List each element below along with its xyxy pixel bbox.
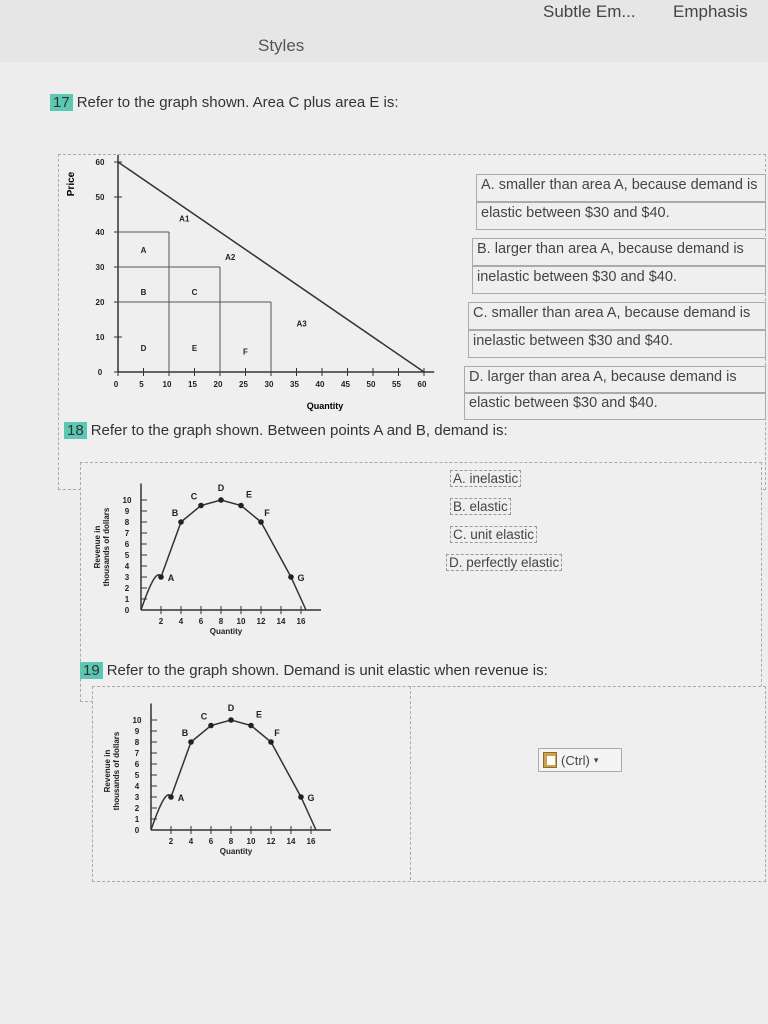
x-tick-label: 2 bbox=[168, 837, 174, 846]
q18-option-b[interactable]: B. elastic bbox=[450, 498, 511, 515]
point-C bbox=[198, 503, 204, 509]
area-label-E: E bbox=[191, 344, 198, 353]
point-A bbox=[158, 574, 164, 580]
chart-ylabel-line2: thousands of dollars bbox=[112, 731, 121, 811]
x-tick-label: 4 bbox=[188, 837, 194, 846]
question-text: Refer to the graph shown. Demand is unit elastic when revenue is: bbox=[106, 662, 548, 679]
y-tick-label: 6 bbox=[134, 760, 140, 769]
question-18 bbox=[64, 422, 508, 439]
x-tick-label: 5 bbox=[139, 380, 144, 389]
y-tick-label: 5 bbox=[124, 551, 130, 560]
revenue-curve bbox=[141, 500, 306, 610]
y-tick-label: 2 bbox=[124, 584, 130, 593]
question-17 bbox=[50, 94, 399, 111]
point-label-D: D bbox=[217, 483, 225, 493]
chart-ylabel: Price bbox=[66, 171, 77, 197]
y-tick-label: 6 bbox=[124, 540, 130, 549]
y-tick-label: 3 bbox=[134, 793, 140, 802]
question-number: 18 bbox=[64, 422, 87, 439]
area-label-A2: A2 bbox=[225, 253, 236, 262]
x-tick-label: 10 bbox=[236, 617, 246, 626]
x-tick-label: 8 bbox=[218, 617, 224, 626]
q17-price-chart bbox=[60, 154, 440, 424]
y-tick-label: 40 bbox=[95, 228, 105, 237]
question-text: Refer to the graph shown. Between points A and B, demand is: bbox=[90, 422, 508, 439]
ribbon bbox=[0, 0, 768, 63]
x-tick-label: 0 bbox=[113, 380, 119, 389]
x-tick-label: 35 bbox=[290, 380, 299, 389]
document-page bbox=[0, 62, 768, 1024]
y-tick-label: 0 bbox=[97, 368, 103, 377]
area-label-D: D bbox=[140, 344, 147, 353]
point-F bbox=[258, 519, 264, 525]
point-label-E: E bbox=[255, 709, 263, 720]
q18-option-c[interactable]: C. unit elastic bbox=[450, 526, 537, 543]
point-label-E: E bbox=[245, 489, 253, 500]
area-label-C: C bbox=[191, 288, 198, 297]
question-number: 19 bbox=[80, 662, 103, 679]
y-tick-label: 1 bbox=[124, 595, 130, 604]
y-tick-label: 9 bbox=[134, 727, 140, 736]
x-tick-label: 30 bbox=[264, 380, 274, 389]
q17-option-b-line2: inelastic between $30 and $40. bbox=[472, 266, 766, 294]
point-E bbox=[248, 723, 254, 729]
x-tick-label: 12 bbox=[266, 837, 276, 846]
y-tick-label: 7 bbox=[124, 529, 130, 538]
q18-revenue-chart bbox=[86, 462, 336, 652]
x-tick-label: 50 bbox=[366, 380, 376, 389]
style-subtle-emphasis[interactable]: Subtle Em... bbox=[543, 2, 636, 21]
x-tick-label: 20 bbox=[213, 380, 223, 389]
point-D bbox=[218, 497, 224, 503]
paste-options-button[interactable] bbox=[538, 748, 622, 772]
point-label-F: F bbox=[264, 508, 270, 518]
styles-group-label: Styles bbox=[258, 36, 305, 55]
point-E bbox=[238, 503, 244, 509]
x-tick-label: 25 bbox=[239, 380, 248, 389]
x-tick-label: 16 bbox=[296, 617, 306, 626]
q17-option-c-line1[interactable]: C. smaller than area A, because demand is bbox=[468, 302, 766, 330]
x-tick-label: 15 bbox=[188, 380, 197, 389]
point-label-B: B bbox=[181, 728, 189, 738]
x-tick-label: 45 bbox=[341, 380, 350, 389]
q18-option-d[interactable]: D. perfectly elastic bbox=[446, 554, 562, 571]
chart-plot-area bbox=[96, 155, 435, 389]
question-text: Refer to the graph shown. Area C plus area E is: bbox=[76, 94, 399, 111]
area-label-F: F bbox=[243, 347, 248, 357]
point-B bbox=[188, 739, 194, 745]
point-A bbox=[168, 794, 174, 800]
y-tick-label: 2 bbox=[134, 804, 140, 813]
chart-ylabel-line2: thousands of dollars bbox=[102, 507, 111, 587]
point-label-C: C bbox=[190, 491, 198, 502]
x-tick-label: 55 bbox=[392, 380, 401, 389]
x-tick-label: 2 bbox=[158, 617, 164, 626]
x-tick-label: 10 bbox=[246, 837, 256, 846]
y-tick-label: 5 bbox=[134, 771, 140, 780]
y-tick-label: 10 bbox=[122, 496, 132, 505]
point-G bbox=[298, 794, 304, 800]
question-number: 17 bbox=[50, 94, 73, 111]
style-emphasis[interactable]: Emphasis bbox=[673, 2, 748, 21]
point-label-B: B bbox=[171, 508, 179, 518]
point-label-F: F bbox=[274, 728, 280, 738]
y-tick-label: 8 bbox=[124, 518, 130, 527]
q18-option-a[interactable]: A. inelastic bbox=[450, 470, 521, 487]
paste-options-label: (Ctrl) bbox=[561, 752, 590, 768]
point-label-G: G bbox=[307, 793, 315, 803]
point-D bbox=[228, 717, 234, 723]
y-tick-label: 7 bbox=[134, 749, 140, 758]
y-tick-label: 0 bbox=[124, 606, 130, 615]
point-F bbox=[268, 739, 274, 745]
x-tick-label: 10 bbox=[162, 380, 172, 389]
chart-ylabel-line1: Revenue in bbox=[93, 525, 102, 569]
y-tick-label: 50 bbox=[95, 193, 105, 202]
x-tick-label: 6 bbox=[208, 837, 214, 846]
point-label-A: A bbox=[167, 573, 175, 583]
chart-xlabel: Quantity bbox=[306, 401, 344, 411]
area-label-B: B bbox=[140, 288, 147, 297]
y-tick-label: 10 bbox=[132, 716, 142, 725]
y-tick-label: 9 bbox=[124, 507, 130, 516]
point-label-A: A bbox=[177, 793, 185, 803]
y-tick-label: 4 bbox=[134, 782, 140, 791]
x-tick-label: 14 bbox=[276, 617, 286, 626]
q17-option-c-line2: inelastic between $30 and $40. bbox=[468, 330, 766, 358]
chart-ylabel-line1: Revenue in bbox=[103, 749, 112, 793]
q19-revenue-chart bbox=[96, 686, 346, 876]
point-label-G: G bbox=[297, 573, 305, 583]
clipboard-icon bbox=[543, 752, 557, 768]
chevron-down-icon: ▾ bbox=[593, 754, 599, 765]
y-tick-label: 0 bbox=[134, 826, 140, 835]
q17-option-a-line2: elastic between $30 and $40. bbox=[476, 202, 766, 230]
y-tick-label: 4 bbox=[124, 562, 130, 571]
question-19 bbox=[80, 662, 548, 679]
y-tick-label: 60 bbox=[95, 158, 105, 167]
y-tick-label: 30 bbox=[95, 263, 105, 272]
revenue-curve bbox=[151, 720, 316, 830]
x-tick-label: 12 bbox=[256, 617, 266, 626]
x-tick-label: 14 bbox=[286, 837, 296, 846]
y-tick-label: 10 bbox=[95, 333, 105, 342]
x-tick-label: 60 bbox=[417, 380, 427, 389]
y-tick-label: 3 bbox=[124, 573, 130, 582]
q19-cell-divider bbox=[410, 686, 411, 880]
chart-xlabel: Quantity bbox=[209, 627, 243, 636]
x-tick-label: 40 bbox=[315, 380, 325, 389]
point-label-C: C bbox=[200, 711, 208, 722]
q17-option-d-line1[interactable]: D. larger than area A, because demand is bbox=[464, 366, 766, 394]
point-G bbox=[288, 574, 294, 580]
x-tick-label: 16 bbox=[306, 837, 316, 846]
area-label-A: A bbox=[140, 246, 147, 255]
q17-option-b-line1[interactable]: B. larger than area A, because demand is bbox=[472, 238, 766, 266]
point-label-D: D bbox=[227, 703, 235, 713]
y-tick-label: 8 bbox=[134, 738, 140, 747]
point-B bbox=[178, 519, 184, 525]
area-label-A1: A1 bbox=[179, 214, 190, 224]
x-tick-label: 6 bbox=[198, 617, 204, 626]
q17-option-a-line1[interactable]: A. smaller than area A, because demand is bbox=[476, 174, 766, 202]
y-tick-label: 1 bbox=[134, 815, 140, 824]
q17-option-d-line2: elastic between $30 and $40. bbox=[464, 392, 766, 420]
x-tick-label: 8 bbox=[228, 837, 234, 846]
point-C bbox=[208, 723, 214, 729]
chart-xlabel: Quantity bbox=[219, 847, 253, 856]
area-label-A3: A3 bbox=[296, 319, 307, 329]
x-tick-label: 4 bbox=[178, 617, 184, 626]
y-tick-label: 20 bbox=[95, 298, 105, 307]
